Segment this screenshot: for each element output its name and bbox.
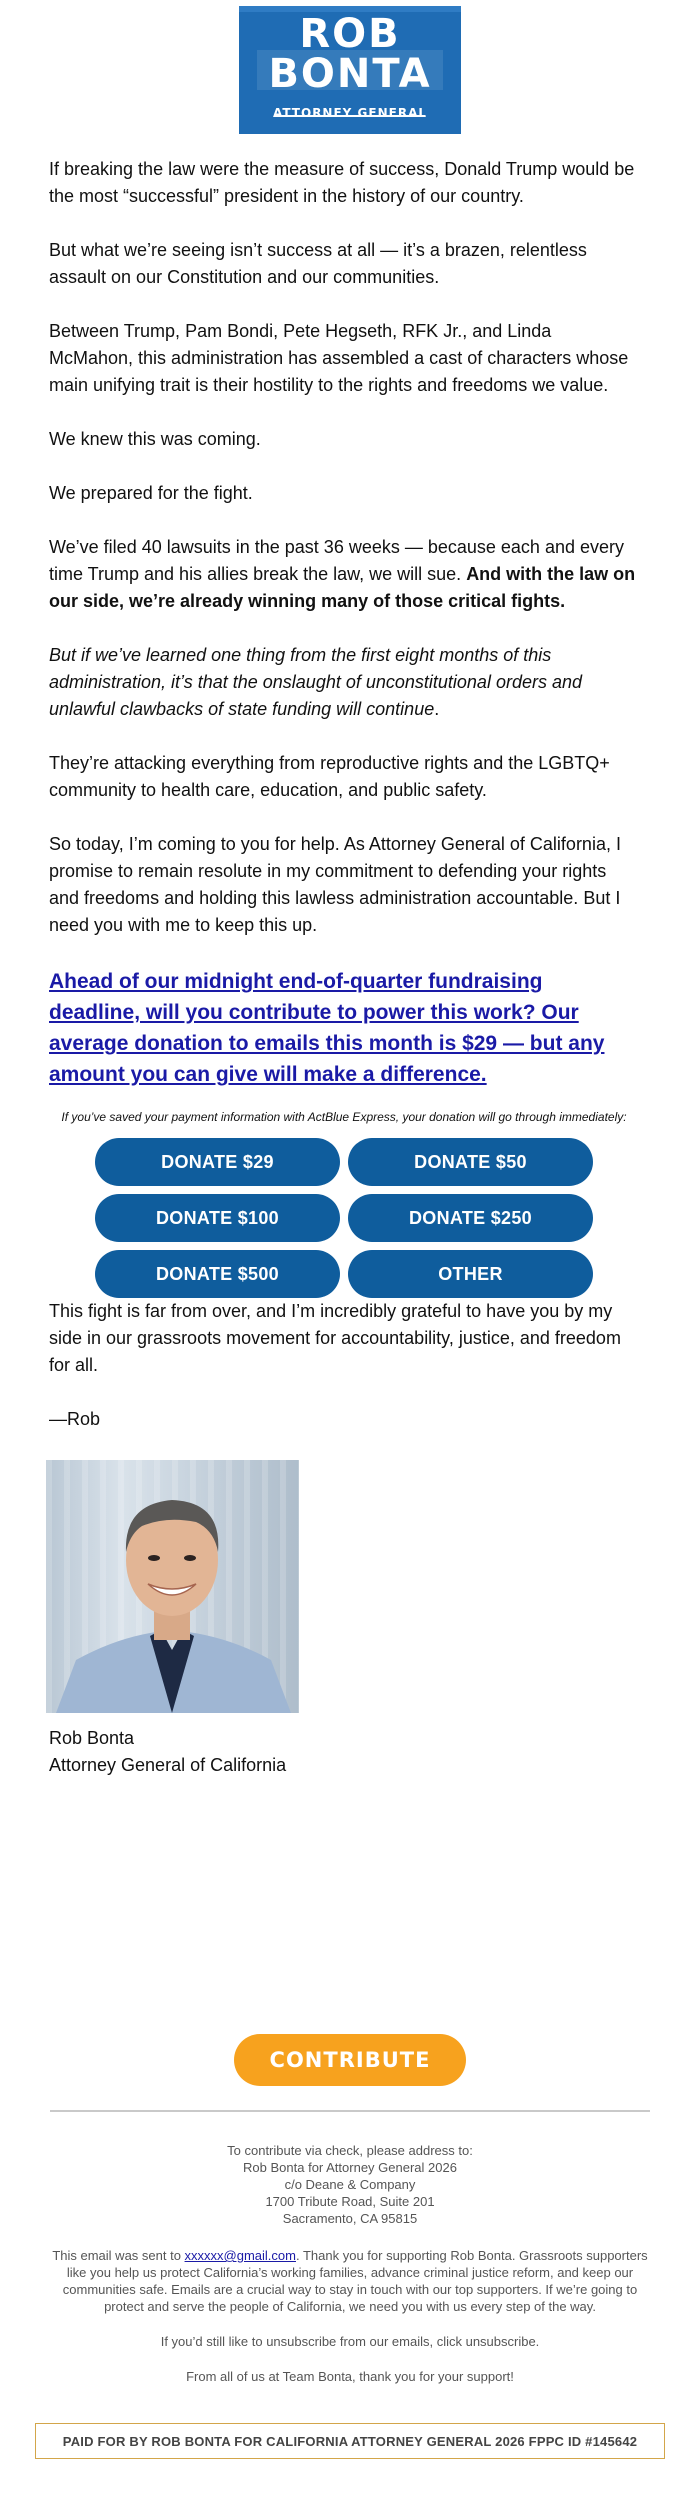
logo-line-rob: ROB [299,11,401,57]
logo-line-bonta: BONTA [268,51,432,97]
team-thanks: From all of us at Team Bonta, thank you for your support! [186,2369,514,2384]
footer [0,2142,700,2459]
paid-for-disclaimer: PAID FOR BY ROB BONTA FOR CALIFORNIA ATTORNEY GENERAL 2026 FPPC ID #145642 [35,2423,665,2459]
check-line-2: Rob Bonta for Attorney General 2026 [243,2160,457,2175]
contribute-button[interactable]: CONTRIBUTE [234,2034,466,2086]
donate-100-button[interactable]: DONATE $100 [95,1194,340,1242]
paragraph-7-italic: But if we’ve learned one thing from the first eight months of this administration, it’s that the onslaught of unconstitutional orders and unlawful clawbacks of state funding will continue [49,645,582,719]
paragraph-1: If breaking the law were the measure of success, Donald Trump would be the most “successful” president in the history of our country. [49,159,635,206]
donate-250-button[interactable]: DONATE $250 [348,1194,593,1242]
paragraph-4: We knew this was coming. [49,429,261,449]
paragraph-5: We prepared for the fight. [49,483,253,503]
signoff: —Rob [49,1409,101,1429]
actblue-express-note: If you’ve saved your payment information with ActBlue Express, your donation will go through immediately: [61,1110,627,1124]
letter-body [0,134,664,1779]
email-notice [50,2247,650,2315]
paragraph-7-period: . [434,699,440,719]
donate-500-button[interactable]: DONATE $500 [95,1250,340,1298]
check-address [0,2142,700,2227]
paragraph-2: But what we’re seeing isn’t success at all — it’s a brazen, relentless assault on our Constitution and our communities. [49,240,587,287]
paragraph-6-text: We’ve filed 40 lawsuits in the past 36 weeks — because each and every time Trump and his allies break the law, we will sue. [49,537,624,584]
paragraph-3: Between Trump, Pam Bondi, Pete Hegseth, RFK Jr., and Linda McMahon, this administration has assembled a cast of characters whose main unifying trait is their hostility to the rights and freedoms we value. [49,321,629,395]
signature-title: Attorney General of California [49,1755,287,1775]
footer-divider [50,2110,650,2112]
paragraph-6 [49,534,639,615]
footer-zone [0,2034,700,2459]
donate-button-grid [95,1138,593,1298]
paragraph-9: So today, I’m coming to you for help. As Attorney General of California, I promise to remain resolute in my commitment to defending your rights and freedoms and holding this lawless administration accountable. But I need you with me to keep this up. [49,834,621,935]
check-line-1: To contribute via check, please address to: [227,2143,473,2158]
donate-29-button[interactable]: DONATE $29 [95,1138,340,1186]
check-line-5: Sacramento, CA 95815 [282,2211,418,2226]
rob-bonta-logo [239,6,461,134]
rob-bonta-photo [46,1460,299,1713]
paragraph-6-bold: And with the law on our side, we’re already winning many of those critical fights. [49,564,636,611]
donate-other-button[interactable]: OTHER [348,1250,593,1298]
donation-ask-link[interactable]: Ahead of our midnight end-of-quarter fundraising deadline, will you contribute to power this work? Our average donation to emails this month is $29 — but any amount you can give will make a difference. [49,970,605,1086]
paragraph-8: They’re attacking everything from reproductive rights and the LGBTQ+ community to health care, education, and public safety. [49,753,610,800]
portrait-illustration [46,1460,299,1713]
check-line-3: c/o Deane & Company [284,2177,416,2192]
closing-paragraph: This fight is far from over, and I’m incredibly grateful to have you by my side in our grassroots movement for accountability, justice, and freedom for all. [49,1301,621,1375]
check-line-4: 1700 Tribute Road, Suite 201 [265,2194,435,2209]
donate-50-button[interactable]: DONATE $50 [348,1138,593,1186]
notice-suffix: . Thank you for supporting Rob Bonta. Grassroots supporters like you help us protect California’s working families, advance criminal justice reform, and keep our communities safe. Emails are a crucial way to stay in touch with our top supporters. If we’re going to protect and serve the people of California, we need you with us every step of the way. [62,2248,648,2314]
logo-line-attorney-general: ATTORNEY GENERAL [272,106,427,120]
paragraph-7 [49,642,639,723]
unsubscribe-text[interactable]: If you’d still like to unsubscribe from our emails, click unsubscribe. [160,2334,540,2349]
signature-name: Rob Bonta [49,1728,135,1748]
recipient-email-link[interactable]: xxxxxx@gmail.com [184,2248,296,2263]
notice-prefix: This email was sent to [52,2248,185,2263]
